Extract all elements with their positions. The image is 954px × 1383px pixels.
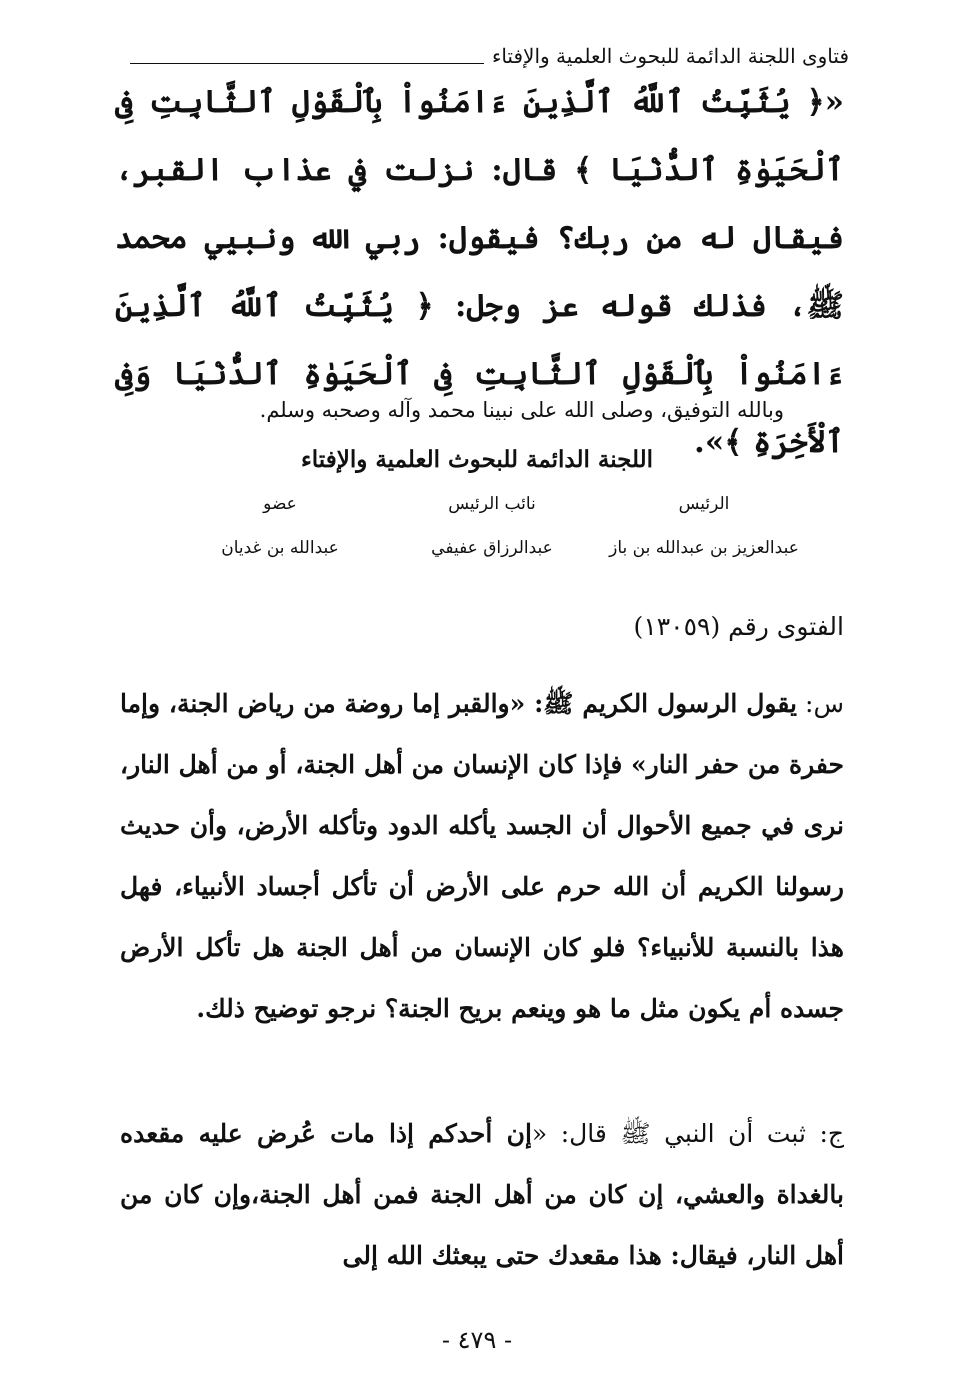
- closing-line: وبالله التوفيق، وصلى الله على نبينا محمد وآله وصحبه وسلم.: [259, 398, 784, 422]
- signature-name-president: عبدالعزيز بن عبدالله بن باز: [609, 538, 799, 558]
- header-title: فتاوى اللجنة الدائمة للبحوث العلمية والإفتاء: [491, 44, 849, 68]
- signature-role-member: عضو: [263, 494, 297, 514]
- signature-name-member: عبدالله بن غديان: [221, 538, 339, 558]
- question-paragraph: [120, 673, 844, 1039]
- answer-text: إن أحدكم إذا مات عُرض عليه مقعده بالغداة والعشي، إن كان من أهل الجنة فمن أهل الجنة،وإن كان من أهل النار، فيقال: هذا مقعدك حتى يبعثك الله إلى: [120, 1119, 844, 1270]
- signature-roles: [180, 494, 804, 514]
- question-label: س:: [805, 689, 844, 718]
- page-number: - ٤٧٩ -: [441, 1326, 513, 1354]
- signature-names: [180, 538, 804, 558]
- running-header: [130, 30, 849, 70]
- answer-intro: ثبت أن النبي ﷺ قال: «: [531, 1119, 806, 1148]
- signature-role-vice-president: نائب الرئيس: [448, 494, 536, 514]
- signature-name-vice-president: عبدالرزاق عفيفي: [431, 538, 553, 558]
- committee-title: اللجنة الدائمة للبحوث العلمية والإفتاء: [300, 446, 654, 473]
- answer-label: ج:: [819, 1119, 844, 1148]
- signature-role-president: الرئيس: [678, 494, 730, 514]
- question-text: يقول الرسول الكريم ﷺ: «والقبر إما روضة من رياض الجنة، وإما حفرة من حفر النار» فإذا كان الإنسان من أهل الجنة، أو من أهل النار، نرى في جميع الأحوال أن الجسد يأكله الدود وتأكله الأرض، وأن حديث رسولنا الكريم أن الله حرم على الأرض أن تأكل أجساد الأنبياء، فهل هذا بالنسبة للأنبياء؟ فلو كان الإنسان من أهل الجنة هل تأكل الأرض جسده أم يكون مثل ما هو وينعم بريح الجنة؟ نرجو توضيح ذلك.: [120, 689, 844, 1023]
- fatwa-number: الفتوى رقم (١٣٠٥٩): [633, 612, 844, 641]
- answer-paragraph: [120, 1103, 844, 1286]
- header-rule: [130, 63, 484, 64]
- verse-paragraph: «﴿ يُثَبِّتُ ٱللَّهُ ٱلَّذِينَ ءَامَنُواْ بِٱلْقَوْلِ ٱلثَّابِتِ فِى ٱلْحَيَوٰةِ ٱلدُّنْيَا ﴾ قال: نزلت في عذاب القبر، فيقال له من ربك؟ فيقول: ربي الله ونبيي محمد ﷺ، فذلك قوله عز وجل: ﴿ يُثَبِّتُ ٱللَّهُ ٱلَّذِينَ ءَامَنُواْ بِٱلْقَوْلِ ٱلثَّابِتِ فِى ٱلْحَيَوٰةِ ٱلدُّنْيَا وَفِى ٱلْأَخِرَةِ ﴾».: [115, 84, 844, 460]
